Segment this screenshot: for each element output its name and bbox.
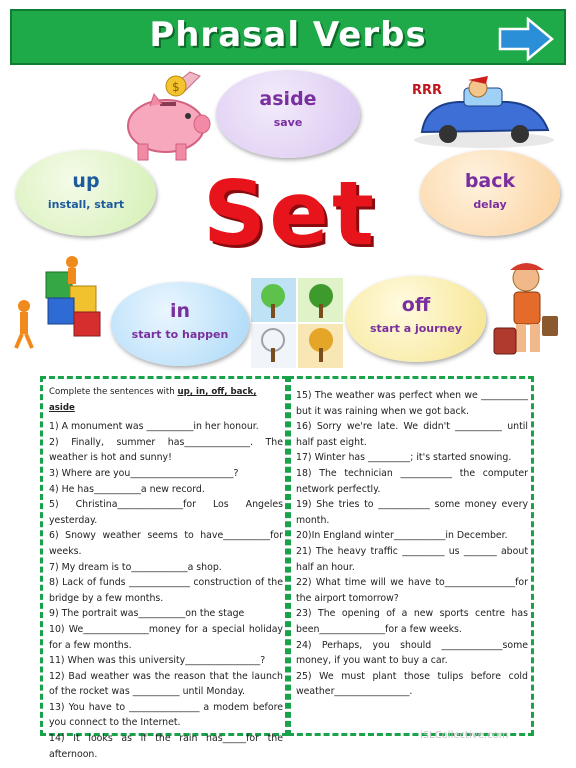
exercise-sentence: 15) The weather was perfect when we __________ but it was raining when we got back. xyxy=(296,390,528,417)
bubble-off xyxy=(346,276,486,362)
particle-off: off xyxy=(401,294,431,316)
arrow-right-icon[interactable] xyxy=(498,17,554,61)
exercise-panel-right xyxy=(288,376,534,736)
page-title: Phrasal Verbs xyxy=(149,15,427,55)
meaning-aside: save xyxy=(273,116,303,129)
instruction xyxy=(49,385,283,416)
exercise-sentence: 10) We______________money for a special holiday for a few months. xyxy=(49,623,283,651)
exercise-sentence: 25) We must plant those tulips before cold weather________________. xyxy=(296,670,528,698)
main-verb: Set xyxy=(202,162,378,265)
exercise-sentence: 7) My dream is to____________a shop. xyxy=(49,561,222,573)
exercise-sentence: 17) Winter has _________; it's started snowing. xyxy=(296,452,512,464)
exercise-sentence: 14) It looks as if the rain has_____for the afternoon. xyxy=(49,733,283,760)
exercise-sentence: 11) When was this university________________? xyxy=(49,655,266,667)
exercise-sentence: 6) Snowy weather seems to have__________for weeks. xyxy=(49,530,283,557)
particle-aside: aside xyxy=(259,88,317,110)
particle-back: back xyxy=(464,170,516,192)
sentence-list-right xyxy=(296,388,528,700)
exercise-sentence: 2) Finally, summer has______________. The weather is hot and sunny! xyxy=(49,436,283,464)
exercise-sentence: 13) You have to _______________ a modem before you connect to the Internet. xyxy=(49,701,283,729)
sentence-list-left xyxy=(49,419,283,762)
meaning-back: delay xyxy=(473,198,507,211)
puzzle-people-image xyxy=(8,254,112,354)
meaning-up: install, start xyxy=(47,198,125,211)
piggy-bank-image xyxy=(120,66,212,164)
seasons-trees-image xyxy=(251,278,343,368)
exercise-sentence: 19) She tries to ___________ some money every month. xyxy=(296,499,528,526)
instruction-prefix: Complete the sentences with xyxy=(49,387,175,397)
meaning-in: start to happen xyxy=(131,328,229,341)
svg-text:$: $ xyxy=(172,80,180,94)
bubble-back xyxy=(420,150,560,236)
traveller-cartoon-image xyxy=(490,258,562,366)
exercise-sentence: 9) The portrait was__________on the stage xyxy=(49,608,245,620)
exercise-sentence: 1) A monument was __________in her honour. xyxy=(49,421,259,433)
bubble-up xyxy=(16,150,156,236)
svg-text:RRR: RRR xyxy=(412,83,443,98)
exercise-sentence: 5) Christina______________for Los Angeles yesterday. xyxy=(49,499,283,526)
instruction-words: up, in, off, back, aside xyxy=(49,387,257,413)
exercise-sentence: 12) Bad weather was the reason that the launch of the rocket was __________ until Monday. xyxy=(49,670,283,698)
exercise-sentence: 23) The opening of a new sports centre has been______________for a few weeks. xyxy=(296,608,528,635)
meaning-off: start a journey xyxy=(369,322,463,335)
particle-up: up xyxy=(72,170,100,192)
exercise-sentence: 20)In England winter___________in December. xyxy=(296,530,508,542)
exercise-sentence: 18) The technician ___________ the computer network perfectly. xyxy=(296,467,528,495)
exercise-panel-left xyxy=(40,376,288,760)
car-cartoon-image xyxy=(408,74,560,150)
exercise-sentence: 16) Sorry we're late. We didn't __________ until half past eight. xyxy=(296,421,528,448)
exercise-sentence: 22) What time will we have to_______________for the airport tomorrow? xyxy=(296,577,528,604)
particle-in: in xyxy=(169,300,191,322)
watermark: iSLCollective.com xyxy=(420,730,509,741)
exercise-sentence: 8) Lack of funds _____________ construction of the bridge by a few months. xyxy=(49,577,283,604)
exercise-sentence: 3) Where are you______________________? xyxy=(49,467,239,479)
bubble-aside xyxy=(216,70,360,158)
exercise-sentence: 21) The heavy traffic _________ us _______ about half an hour. xyxy=(296,545,528,573)
title-banner xyxy=(10,9,566,65)
exercise-sentence: 4) He has__________a new record. xyxy=(49,483,205,495)
exercise-sentence: 24) Perhaps, you should _____________some money, if you want to buy a car. xyxy=(296,639,528,667)
bubble-in xyxy=(111,282,249,366)
